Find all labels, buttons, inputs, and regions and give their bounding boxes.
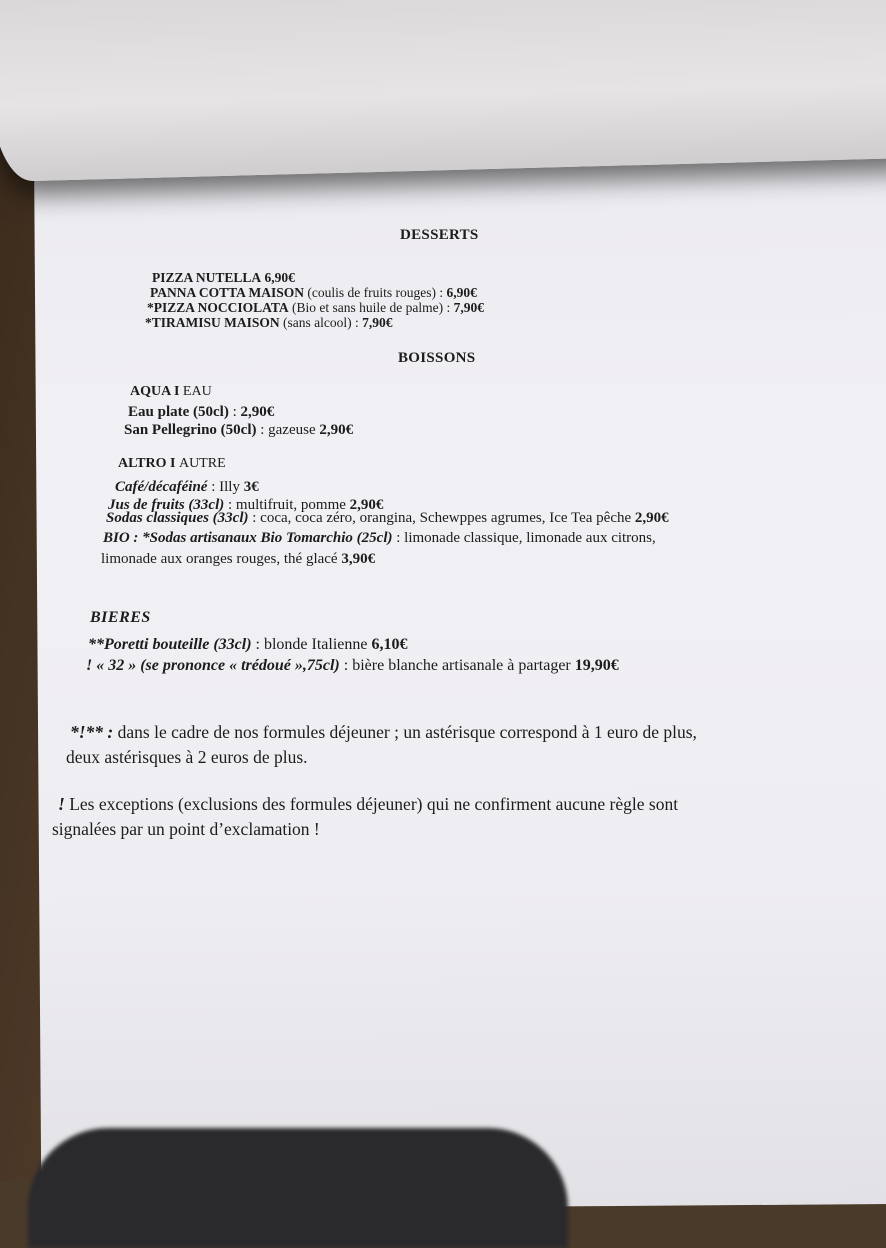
exclam-note-line1: [58, 794, 678, 815]
beer-item: [86, 657, 619, 675]
drink-item: [128, 404, 274, 421]
drink-item-continued: [101, 551, 375, 568]
dessert-item: [147, 300, 484, 316]
altro-title: ALTRO I: [118, 456, 176, 471]
drink-name: Sodas classiques (33cl): [106, 510, 249, 526]
drink-price: 2,90€: [634, 510, 669, 526]
drink-name: Eau plate (50cl): [128, 404, 229, 420]
dessert-name: PIZZA NUTELLA: [152, 270, 262, 285]
drink-price: 2,90€: [349, 497, 384, 513]
dessert-name: PANNA COTTA MAISON: [150, 285, 305, 300]
dessert-price: 7,90€: [453, 300, 485, 315]
drink-item: [106, 510, 669, 527]
dessert-detail: (coulis de fruits rouges): [304, 285, 436, 300]
drink-price: 3€: [243, 479, 259, 495]
beer-text: : blonde Italienne: [251, 636, 372, 653]
drink-price: 2,90€: [319, 422, 354, 438]
aqua-title: AQUA I: [130, 384, 180, 399]
exclam-note-line2: signalées par un point d’exclamation !: [52, 819, 320, 839]
dessert-item: [152, 270, 295, 286]
dessert-detail: (sans alcool): [279, 315, 352, 330]
drink-text: : gazeuse: [256, 422, 320, 438]
drink-name: BIO : *Sodas artisanaux Bio Tomarchio (25cl): [103, 530, 393, 546]
desserts-title: DESSERTS: [400, 227, 479, 243]
aqua-heading: [130, 384, 212, 400]
drink-text: :: [228, 404, 241, 420]
altro-subtitle: AUTRE: [178, 456, 226, 471]
hand-shadow: [28, 1128, 568, 1248]
exclam-text: Les exceptions (exclusions des formules déjeuner) qui ne confirment aucune règle sont: [64, 794, 679, 814]
drink-text: : limonade classique, limonade aux citrons,: [392, 530, 656, 546]
drink-price: 2,90€: [240, 404, 275, 420]
drink-name: Jus de fruits (33cl): [108, 497, 225, 513]
beer-item: [88, 636, 408, 654]
dessert-price: 7,90€: [362, 315, 393, 330]
asterisk-text: dans le cadre de nos formules déjeuner ; un astérisque correspond à 1 euro de plus,: [113, 722, 697, 742]
asterisk-note-line2: deux astérisques à 2 euros de plus.: [66, 747, 308, 767]
exclam-mark: !: [58, 794, 65, 814]
asterisk-mark: *!** :: [70, 722, 114, 742]
dessert-price: 6,90€: [264, 270, 295, 285]
dessert-sep: :: [443, 300, 454, 315]
altro-heading: [118, 456, 226, 472]
drink-text: : coca, coca zéro, orangina, Schewppes agrumes, Ice Tea pêche: [248, 510, 635, 526]
aqua-subtitle: EAU: [182, 384, 212, 399]
dessert-item: [150, 285, 477, 301]
dessert-item: [145, 315, 393, 331]
drink-item: [115, 479, 259, 496]
beer-price: 19,90€: [574, 657, 619, 674]
dessert-name: *PIZZA NOCCIOLATA: [147, 300, 289, 315]
beer-text: : bière blanche artisanale à partager: [339, 657, 575, 674]
drink-name: San Pellegrino (50cl): [124, 422, 257, 438]
dessert-price: 6,90€: [446, 285, 477, 300]
asterisk-note-line1: [70, 722, 697, 743]
beer-name: ! « 32 » (se prononce « trédoué »,75cl): [86, 657, 340, 674]
beer-price: 6,10€: [371, 636, 408, 653]
dessert-name: *TIRAMISU MAISON: [145, 315, 280, 330]
drink-text: : Illy: [207, 479, 244, 495]
dessert-sep: :: [351, 315, 363, 330]
dessert-sep: :: [435, 285, 447, 300]
bieres-title: BIERES: [90, 609, 151, 626]
drink-name: Café/décaféiné: [115, 479, 208, 495]
drink-text: : multifruit, pomme: [224, 497, 350, 513]
drink-item: [124, 422, 353, 439]
drink-price: 3,90€: [341, 551, 376, 567]
dessert-detail: (Bio et sans huile de palme): [288, 300, 444, 315]
drink-text: limonade aux oranges rouges, thé glacé: [101, 551, 342, 567]
beer-name: **Poretti bouteille (33cl): [88, 636, 252, 653]
drink-item: [103, 530, 656, 547]
boissons-title: BOISSONS: [398, 350, 476, 366]
